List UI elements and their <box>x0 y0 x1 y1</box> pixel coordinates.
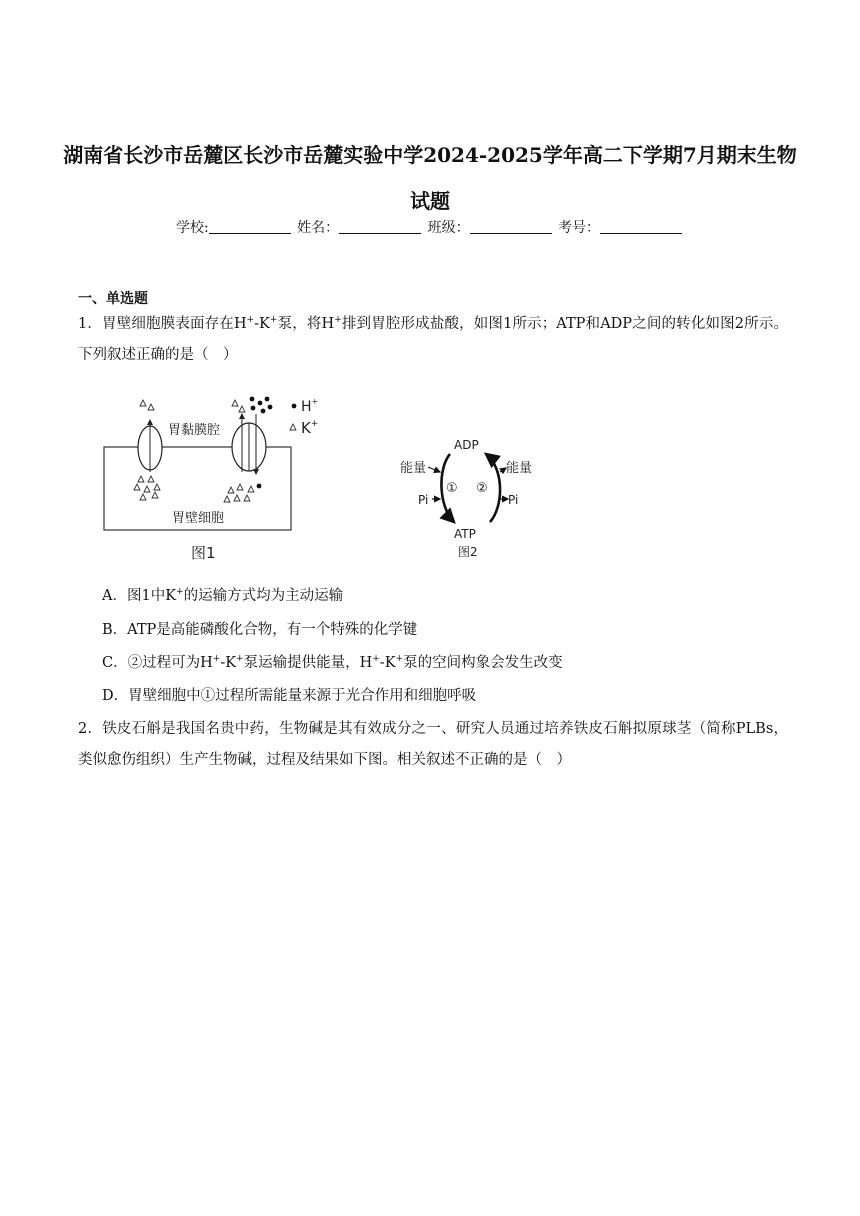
legend-k-triangle <box>290 424 296 430</box>
option-a-text: 图1中K <box>126 588 177 604</box>
option-a-text: 的运输方式均为主动运输 <box>183 588 344 604</box>
option-c-label: C． <box>102 655 128 671</box>
energy-in-arrow <box>428 467 440 472</box>
q1-sup: + <box>334 315 342 325</box>
name-blank <box>339 219 421 234</box>
k-ions-inside-left <box>134 476 160 500</box>
option-c-text: ②过程可为H <box>127 655 213 671</box>
question-2-stem <box>78 714 788 776</box>
option-a <box>102 586 343 606</box>
k-ions-outside-left <box>140 400 154 410</box>
figure-1-caption: 图1 <box>191 544 216 562</box>
cell-label: 胃壁细胞 <box>172 511 225 526</box>
k-ions-outside-right <box>232 400 245 412</box>
school-blank <box>209 219 291 234</box>
adp-label: ADP <box>454 438 479 452</box>
option-c-text: 泵的空间构象会发生改变 <box>403 655 563 671</box>
option-a-label: A． <box>102 588 127 604</box>
question-2-number: 2． <box>78 721 103 737</box>
figure-2-caption: 图2 <box>458 545 478 559</box>
option-c-text: -K <box>220 655 237 671</box>
page-title: 湖南省长沙市岳麓区长沙市岳麓实验中学2024-2025学年高二下学期7月期末生物试题 <box>63 143 797 213</box>
q1-text-c: 泵，将H <box>277 316 335 332</box>
legend-h-dot <box>292 404 297 409</box>
option-c-sup: + <box>372 654 380 664</box>
exam-no-blank <box>600 219 682 234</box>
option-d-text: 胃壁细胞中①过程所需能量来源于光合作用和细胞呼吸 <box>128 688 477 704</box>
section-title: 一、单选题 <box>78 291 148 307</box>
q2-text: 铁皮石斛是我国名贵中药，生物碱是其有效成分之一、研究人员通过培养铁皮石斛拟原球茎（简称PLBs，类似愈伤组织）生产生物碱，过程及结果如下图。相关叙述不正确的是（ ） <box>78 721 788 768</box>
option-d <box>102 686 476 706</box>
q1-text-a: 胃壁细胞膜表面存在H <box>102 316 247 332</box>
step-2-label: ② <box>476 481 488 496</box>
option-a-sup: + <box>176 587 184 597</box>
q1-sup: + <box>246 315 255 325</box>
option-c-sup: + <box>212 654 221 664</box>
energy-left-label: 能量 <box>400 461 427 476</box>
option-d-label: D． <box>102 688 129 704</box>
option-b-label: B． <box>102 622 128 638</box>
legend-k: K+ <box>301 419 319 437</box>
q1-text-b: -K <box>254 316 270 332</box>
q1-text-d: 排到胃腔形成盐酸，如图1所示；ATP和ADP之间的转化如图2所示。下列叙述正确的是（ ） <box>78 316 788 363</box>
option-c-text: 泵运输提供能量，H <box>243 655 373 671</box>
energy-right-label: 能量 <box>506 461 533 476</box>
figure-2-diagram <box>396 432 546 564</box>
lumen-label: 胃黏膜腔 <box>168 423 221 438</box>
exam-no-label: 考号： <box>558 220 601 236</box>
arc-hydrolysis <box>486 454 500 522</box>
name-label: 姓名： <box>297 220 340 236</box>
step-1-label: ① <box>446 481 458 496</box>
option-c-sup: + <box>395 654 404 664</box>
q1-sup: + <box>269 315 278 325</box>
h-ion-inside <box>257 484 262 489</box>
class-blank <box>470 219 552 234</box>
option-c-sup: + <box>236 654 244 664</box>
option-c <box>102 653 563 673</box>
figure-1-diagram <box>96 390 346 565</box>
k-ions-inside-right <box>224 484 254 502</box>
h-ions-outside <box>250 397 273 414</box>
atp-label: ATP <box>454 527 476 541</box>
student-info-line <box>0 217 860 237</box>
legend-h: H+ <box>301 397 319 415</box>
option-c-text: -K <box>379 655 396 671</box>
option-b-text: ATP是高能磷酸化合物，有一个特殊的化学键 <box>127 622 418 638</box>
question-1-stem <box>78 309 788 371</box>
pi-left-label: Pi <box>418 493 429 507</box>
pi-right-label: Pi <box>508 493 519 507</box>
class-label: 班级： <box>427 220 470 236</box>
question-1-number: 1． <box>78 316 103 332</box>
school-label: 学校: <box>175 220 209 236</box>
option-b <box>102 620 417 640</box>
